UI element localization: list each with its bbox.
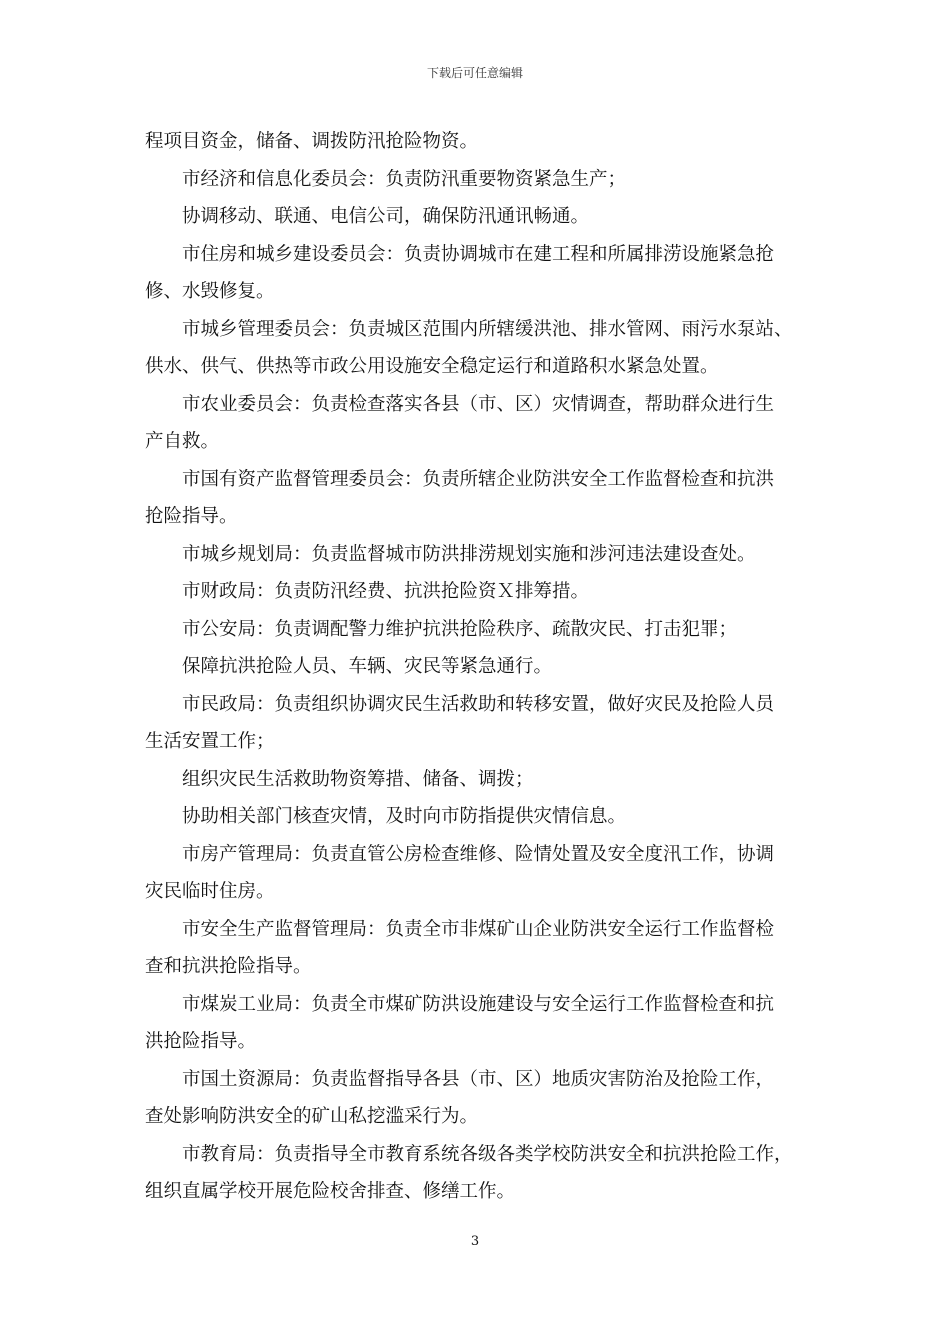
text-line: 洪抢险指导。	[145, 1031, 257, 1052]
text-line: 修、水毁修复。	[145, 281, 275, 302]
text-line: 组织直属学校开展危险校舍排查、修缮工作。	[145, 1181, 516, 1202]
document-body	[145, 123, 825, 1211]
text-line: 协调移动、联通、电信公司，确保防汛通讯畅通。	[182, 206, 590, 227]
text-line: 协助相关部门核查灾情，及时向市防指提供灾情信息。	[182, 806, 627, 827]
text-line: 市经济和信息化委员会：负责防汛重要物资紧急生产；	[182, 168, 627, 190]
text-line: 市公安局：负责调配警力维护抗洪抢险秩序、疏散灾民、打击犯罪；	[182, 618, 738, 640]
text-line: 市房产管理局：负责直管公房检查维修、险情处置及安全度汛工作，协调	[182, 843, 775, 865]
text-line: 组织灾民生活救助物资筹措、储备、调拨；	[182, 768, 534, 790]
text-line: 市住房和城乡建设委员会：负责协调城市在建工程和所属排涝设施紧急抢	[182, 243, 775, 265]
text-line: 查处影响防洪安全的矿山私挖滥采行为。	[145, 1106, 479, 1127]
text-line: 市城乡规划局：负责监督城市防洪排涝规划实施和涉河违法建设查处。	[182, 543, 756, 565]
text-line: 市国土资源局：负责监督指导各县（市、区）地质灾害防治及抢险工作，	[182, 1068, 775, 1090]
text-line: 产自救。	[145, 431, 220, 452]
text-line: 程项目资金，储备、调拨防汛抢险物资。	[145, 131, 479, 152]
text-line: 生活安置工作；	[145, 731, 275, 752]
text-line: 抢险指导。	[145, 506, 238, 527]
text-line: 市城乡管理委员会：负责城区范围内所辖缓洪池、排水管网、雨污水泵站、	[182, 318, 793, 340]
text-line: 市国有资产监督管理委员会：负责所辖企业防洪安全工作监督检查和抗洪	[182, 468, 775, 490]
text-line: 市财政局：负责防汛经费、抗洪抢险资Ｘ排筹措。	[182, 581, 590, 602]
text-line: 市民政局：负责组织协调灾民生活救助和转移安置，做好灾民及抢险人员	[182, 693, 775, 715]
text-line: 保障抗洪抢险人员、车辆、灾民等紧急通行。	[182, 656, 553, 677]
page-header: 下载后可任意编辑	[426, 66, 523, 80]
text-line: 市煤炭工业局：负责全市煤矿防洪设施建设与安全运行工作监督检查和抗	[182, 993, 775, 1015]
text-line: 灾民临时住房。	[145, 881, 275, 902]
text-line: 市农业委员会：负责检查落实各县（市、区）灾情调查，帮助群众进行生	[182, 393, 775, 415]
text-line: 查和抗洪抢险指导。	[145, 956, 312, 977]
text-line: 市安全生产监督管理局：负责全市非煤矿山企业防洪安全运行工作监督检	[182, 918, 775, 940]
text-line: 市教育局：负责指导全市教育系统各级各类学校防洪安全和抗洪抢险工作，	[182, 1143, 793, 1165]
text-line: 供水、供气、供热等市政公用设施安全稳定运行和道路积水紧急处置。	[145, 356, 719, 377]
page-number: 3	[470, 1234, 480, 1249]
